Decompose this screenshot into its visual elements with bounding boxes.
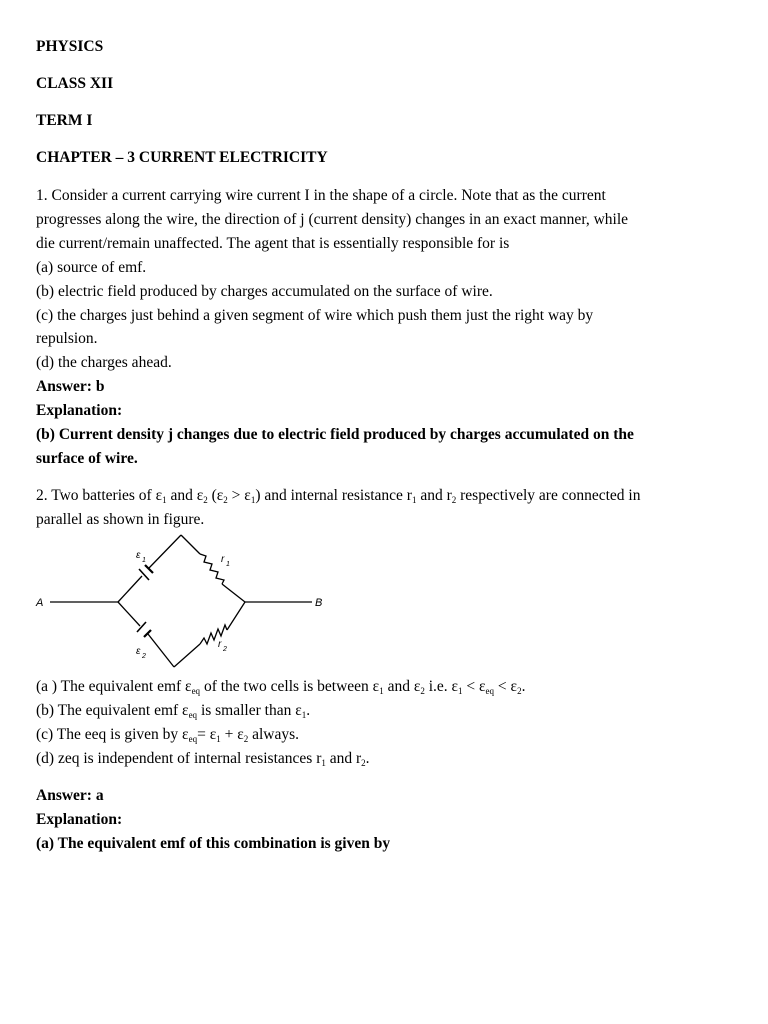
upper-left-wire-2 — [149, 535, 181, 568]
q2-option-c: (c) The eeq is given by $\varepsilon_{eq}= \varepsilon_1 + \varepsilon_2$ always. — [36, 726, 300, 744]
q1-text-line1: 1. Consider a current carrying wire current I in the shape of a circle. Note that as the current — [36, 187, 606, 204]
q1-explanation-label: Explanation: — [36, 402, 123, 419]
upper-right-wire-2 — [222, 584, 245, 602]
lower-left-wire-2 — [148, 634, 174, 667]
q2-option-b: (b) The equivalent emf $\varepsilon_{eq}$ is smaller than $\varepsilon_1$. — [36, 702, 311, 720]
lower-right-wire-2 — [227, 602, 245, 630]
term-heading: TERM I — [36, 112, 93, 129]
q1-text-line3: die current/remain unaffected. The agent that is essentially responsible for is — [36, 235, 510, 252]
q2-explanation-line1: (a) The equivalent emf of this combination is given by — [36, 835, 391, 852]
q1-option-a: (a) source of emf. — [36, 259, 147, 276]
label-a: A — [36, 597, 44, 609]
q2-option-d: (d) zeq is independent of internal resistances $r_1$ and $r_2$. — [36, 750, 370, 768]
lower-left-wire — [118, 602, 140, 626]
label-r2: r — [218, 639, 222, 650]
q1-answer: Answer: b — [36, 378, 105, 395]
label-r2-sub: 2 — [223, 646, 227, 653]
class-heading: CLASS XII — [36, 75, 114, 92]
q1-explanation-line2: surface of wire. — [36, 450, 138, 467]
q2-answer: Answer: a — [36, 787, 104, 804]
q1-option-b: (b) electric field produced by charges accumulated on the surface of wire. — [36, 283, 493, 300]
resistor-r2 — [200, 625, 227, 644]
q1-explanation-line1: (b) Current density j changes due to electric field produced by charges accumulated on the — [36, 426, 634, 443]
q1-text-line2: progresses along the wire, the direction of j (current density) changes in an exact manner, while — [36, 211, 629, 228]
label-r1: r — [221, 554, 225, 565]
q1-option-d: (d) the charges ahead. — [36, 354, 172, 371]
battery-e1-short-plate — [145, 565, 153, 573]
q1-option-c-line1: (c) the charges just behind a given segment of wire which push them just the right way by — [36, 307, 594, 324]
q2-option-a: (a ) The equivalent emf $\varepsilon_{eq}$ of the two cells is between $\varepsilon_1$ and $\varepsilon_2$ i.e. $\varepsilon_1 < \varepsilon_{eq} < \varepsilon_2$. — [36, 678, 526, 696]
q2-text-line2: parallel as shown in figure. — [36, 511, 205, 528]
label-r1-sub: 1 — [226, 561, 230, 568]
chapter-heading: CHAPTER – 3 CURRENT ELECTRICITY — [36, 149, 328, 166]
q2-explanation-label: Explanation: — [36, 811, 123, 828]
q1-option-c-line2: repulsion. — [36, 330, 98, 347]
label-e2: ε — [136, 646, 141, 657]
label-e2-sub: 2 — [142, 653, 146, 660]
label-b: B — [315, 597, 323, 609]
subject-heading: PHYSICS — [36, 38, 104, 55]
label-e1-sub: 1 — [142, 557, 146, 564]
upper-right-wire — [181, 535, 200, 554]
label-e1: ε — [136, 550, 141, 561]
upper-left-wire — [118, 576, 142, 602]
parallel-batteries-circuit-diagram — [28, 534, 348, 674]
q2-text-line1: 2. Two batteries of $\varepsilon_1$ and $\varepsilon_2$ $(\varepsilon_2 > \varepsilon_1)$ and internal resistance $r_1$ and $r_2$ respectively are connected in — [36, 487, 641, 505]
lower-right-wire — [174, 644, 200, 667]
